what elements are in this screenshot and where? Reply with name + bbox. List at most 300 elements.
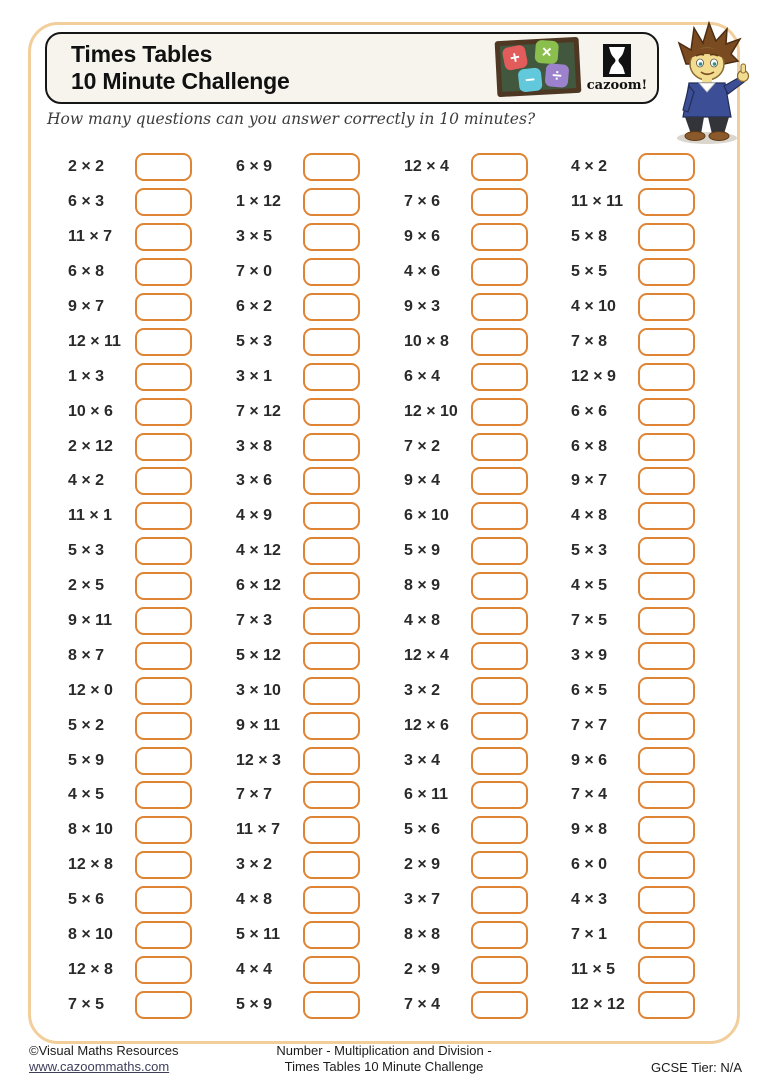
answer-box[interactable] [471,258,528,286]
answer-box[interactable] [303,467,360,495]
problem-label: 9 × 7 [571,472,608,490]
problem-row [571,324,695,359]
answer-box[interactable] [135,293,192,321]
problem-row [404,987,528,1022]
problem-label: 4 × 8 [404,612,441,630]
problem-row [236,429,360,464]
problem-row [68,290,192,325]
problem-row [236,987,360,1022]
problem-label: 11 × 1 [68,507,113,525]
problem-label: 11 × 11 [571,193,624,211]
problem-label: 12 × 0 [68,681,113,699]
answer-box[interactable] [135,467,192,495]
answer-box[interactable] [303,642,360,670]
answer-box[interactable] [303,956,360,984]
problem-row [236,499,360,534]
problem-label: 6 × 0 [571,856,608,874]
problem-row [571,848,695,883]
problem-label: 6 × 10 [404,507,449,525]
problems-column-1 [68,150,192,1022]
problem-row [571,604,695,639]
answer-box[interactable] [303,991,360,1019]
answer-box[interactable] [135,886,192,914]
problem-row [571,534,695,569]
divide-tile-icon: ÷ [545,63,570,88]
problems-column-2 [236,150,360,1022]
problem-row [236,778,360,813]
problem-row [571,952,695,987]
cazoom-logo [583,44,651,93]
problem-row [236,185,360,220]
problem-label: 7 × 7 [236,786,273,804]
answer-box[interactable] [471,956,528,984]
problem-row [571,359,695,394]
problem-row [236,673,360,708]
cartoon-boy-illustration [652,20,762,145]
problem-row [404,220,528,255]
problem-row [68,185,192,220]
problem-row [404,394,528,429]
problem-label: 4 × 4 [236,960,273,978]
problem-row [571,708,695,743]
problem-row [68,359,192,394]
problem-row [68,918,192,953]
answer-box[interactable] [638,607,695,635]
problem-label: 5 × 2 [68,716,105,734]
answer-box[interactable] [471,921,528,949]
problem-row [236,394,360,429]
page-title [71,41,290,95]
problem-label: 2 × 12 [68,437,113,455]
problem-row [571,185,695,220]
problem-label: 7 × 3 [236,612,273,630]
answer-box[interactable] [135,258,192,286]
answer-box[interactable] [638,293,695,321]
problem-row [571,150,695,185]
footer-category-line2: Times Tables 10 Minute Challenge [284,1059,484,1074]
answer-box[interactable] [303,258,360,286]
answer-box[interactable] [638,781,695,809]
problem-row [404,743,528,778]
problem-label: 9 × 11 [236,716,281,734]
answer-box[interactable] [471,991,528,1019]
problem-row [571,464,695,499]
problem-row [68,220,192,255]
answer-box[interactable] [135,363,192,391]
answer-box[interactable] [638,153,695,181]
problem-row [571,918,695,953]
problem-label: 6 × 12 [236,577,281,595]
problem-label: 12 × 3 [236,751,281,769]
answer-box[interactable] [471,886,528,914]
answer-box[interactable] [303,293,360,321]
problem-row [236,534,360,569]
problem-row [236,324,360,359]
problem-label: 6 × 5 [571,681,608,699]
problem-label: 3 × 5 [236,228,273,246]
problem-row [236,743,360,778]
problem-row [236,813,360,848]
problem-label: 3 × 10 [236,681,281,699]
copyright-text: ©Visual Maths Resources [29,1043,179,1058]
problem-label: 8 × 8 [404,926,441,944]
problem-label: 3 × 6 [236,472,273,490]
cazoom-logo-text: cazoom! [586,78,648,93]
answer-box[interactable] [135,433,192,461]
problem-row [404,848,528,883]
problem-label: 4 × 5 [68,786,105,804]
problem-label: 8 × 9 [404,577,441,595]
answer-box[interactable] [471,223,528,251]
answer-box[interactable] [638,363,695,391]
answer-box[interactable] [135,607,192,635]
answer-box[interactable] [135,328,192,356]
problem-label: 7 × 12 [236,402,281,420]
problem-label: 4 × 10 [571,298,616,315]
problem-row [68,464,192,499]
problem-label: 7 × 1 [571,926,608,944]
answer-box[interactable] [638,677,695,705]
problem-row [68,708,192,743]
problem-row [404,150,528,185]
plus-tile-icon: + [501,44,528,71]
answer-box[interactable] [135,816,192,844]
answer-box[interactable] [638,886,695,914]
answer-box[interactable] [135,153,192,181]
answer-box[interactable] [638,467,695,495]
problem-row [404,673,528,708]
answer-box[interactable] [638,328,695,356]
problem-label: 12 × 8 [68,960,113,978]
problem-label: 12 × 8 [68,856,113,874]
answer-box[interactable] [135,991,192,1019]
answer-box[interactable] [471,816,528,844]
problem-label: 12 × 12 [571,995,625,1013]
answer-box[interactable] [471,293,528,321]
problem-row [236,220,360,255]
problem-row [236,952,360,987]
problem-row [404,918,528,953]
answer-box[interactable] [471,712,528,740]
problem-label: 1 × 12 [236,193,281,211]
problem-label: 12 × 10 [404,402,458,420]
problem-row [236,464,360,499]
answer-box[interactable] [303,781,360,809]
problem-label: 11 × 7 [236,821,281,839]
title-line-2: 10 Minute Challenge [71,68,290,94]
problem-label: 3 × 7 [404,891,441,909]
answer-box[interactable] [638,398,695,426]
problem-label: 6 × 3 [68,193,105,211]
problem-row [68,638,192,673]
problems-column-4 [571,150,695,1022]
problem-row [404,429,528,464]
answer-box[interactable] [471,572,528,600]
problem-row [236,883,360,918]
answer-box[interactable] [471,502,528,530]
answer-box[interactable] [135,781,192,809]
answer-box[interactable] [303,188,360,216]
problem-label: 9 × 6 [571,751,608,769]
problem-row [571,778,695,813]
problem-label: 9 × 6 [404,228,441,246]
problem-row [68,848,192,883]
problem-label: 3 × 2 [236,856,273,874]
problem-label: 4 × 3 [571,891,608,909]
problem-label: 5 × 9 [236,995,273,1013]
problem-label: 4 × 9 [236,507,273,525]
problem-label: 4 × 2 [571,158,608,176]
problem-row [236,848,360,883]
answer-box[interactable] [638,712,695,740]
answer-box[interactable] [638,258,695,286]
subtitle: How many questions can you answer correctly in 10 minutes? [47,110,536,128]
answer-box[interactable] [638,433,695,461]
answer-box[interactable] [303,433,360,461]
problem-label: 8 × 10 [68,926,113,944]
problem-label: 7 × 4 [571,786,608,804]
problem-row [571,987,695,1022]
problem-label: 10 × 6 [68,402,113,420]
answer-box[interactable] [638,572,695,600]
problem-row [68,743,192,778]
answer-box[interactable] [471,363,528,391]
answer-box[interactable] [135,921,192,949]
problem-label: 3 × 1 [236,367,273,385]
problem-row [404,604,528,639]
footer-category-line1: Number - Multiplication and Division - [276,1043,492,1058]
answer-box[interactable] [303,398,360,426]
problem-label: 9 × 7 [68,298,105,315]
problem-row [404,499,528,534]
problem-label: 9 × 8 [571,821,608,839]
header [45,32,659,104]
problem-row [236,918,360,953]
problem-label: 8 × 7 [68,646,105,664]
answer-box[interactable] [135,537,192,565]
problem-label: 5 × 9 [68,751,105,769]
answer-box[interactable] [471,677,528,705]
answer-box[interactable] [638,921,695,949]
answer-box[interactable] [303,712,360,740]
problem-label: 7 × 5 [68,995,105,1013]
problem-row [68,604,192,639]
problem-row [236,290,360,325]
problem-label: 6 × 8 [68,263,105,281]
problem-row [404,708,528,743]
answer-box[interactable] [135,712,192,740]
problem-row [404,952,528,987]
answer-box[interactable] [303,153,360,181]
problem-row [236,708,360,743]
answer-box[interactable] [135,572,192,600]
answer-box[interactable] [303,537,360,565]
answer-box[interactable] [471,398,528,426]
problem-label: 5 × 12 [236,646,281,664]
answer-box[interactable] [638,223,695,251]
problem-row [404,569,528,604]
problem-row [68,813,192,848]
problem-label: 5 × 8 [571,228,608,246]
problem-label: 9 × 11 [68,612,113,630]
answer-box[interactable] [135,502,192,530]
problem-row [571,394,695,429]
answer-box[interactable] [471,188,528,216]
problem-row [571,255,695,290]
problem-label: 11 × 5 [571,960,616,978]
problem-row [404,534,528,569]
answer-box[interactable] [471,851,528,879]
problem-label: 4 × 5 [571,577,608,595]
problem-row [68,324,192,359]
problem-label: 11 × 7 [68,228,113,246]
problem-row [571,638,695,673]
problem-row [236,150,360,185]
problem-row [571,499,695,534]
answer-box[interactable] [638,851,695,879]
answer-box[interactable] [135,956,192,984]
problem-row [571,569,695,604]
problem-label: 4 × 2 [68,472,105,490]
answer-box[interactable] [303,223,360,251]
answer-box[interactable] [135,188,192,216]
answer-box[interactable] [135,747,192,775]
problem-row [571,673,695,708]
answer-box[interactable] [303,502,360,530]
answer-box[interactable] [135,223,192,251]
problem-label: 3 × 8 [236,437,273,455]
answer-box[interactable] [471,642,528,670]
problem-label: 12 × 11 [68,332,121,350]
problem-row [236,638,360,673]
problem-label: 5 × 3 [236,332,273,350]
problem-label: 6 × 9 [236,158,273,176]
problem-row [571,883,695,918]
answer-box[interactable] [638,991,695,1019]
problems-column-3 [404,150,528,1022]
problem-row [571,743,695,778]
problem-row [404,638,528,673]
answer-box[interactable] [135,398,192,426]
answer-box[interactable] [135,642,192,670]
problem-label: 2 × 9 [404,856,441,874]
problem-label: 5 × 6 [404,821,441,839]
answer-box[interactable] [303,921,360,949]
answer-box[interactable] [303,328,360,356]
problem-row [404,290,528,325]
problem-row [236,569,360,604]
answer-box[interactable] [638,956,695,984]
problem-label: 5 × 5 [571,263,608,281]
problem-row [68,429,192,464]
problem-row [404,255,528,290]
problem-row [571,813,695,848]
problem-label: 9 × 4 [404,472,441,490]
problem-label: 10 × 8 [404,332,449,350]
problem-label: 7 × 8 [571,332,608,350]
answer-box[interactable] [471,747,528,775]
answer-box[interactable] [638,747,695,775]
problem-row [68,534,192,569]
answer-box[interactable] [471,328,528,356]
answer-box[interactable] [303,851,360,879]
answer-box[interactable] [471,537,528,565]
answer-box[interactable] [303,747,360,775]
problem-row [68,952,192,987]
problem-row [571,290,695,325]
problem-label: 4 × 8 [571,507,608,525]
problem-row [236,604,360,639]
footer-left [29,1043,179,1075]
answer-box[interactable] [638,642,695,670]
answer-box[interactable] [303,816,360,844]
answer-box[interactable] [303,572,360,600]
problem-label: 6 × 11 [404,786,449,804]
answer-box[interactable] [303,677,360,705]
gcse-tier-label: GCSE Tier: N/A [650,1060,742,1075]
answer-box[interactable] [471,467,528,495]
answer-box[interactable] [638,537,695,565]
cazoom-hourglass-icon [603,44,631,77]
problem-label: 12 × 4 [404,646,449,664]
problem-row [571,429,695,464]
answer-box[interactable] [638,188,695,216]
chalkboard-icon [495,37,582,97]
problem-row [68,569,192,604]
answer-box[interactable] [135,677,192,705]
answer-box[interactable] [303,607,360,635]
problem-label: 6 × 4 [404,367,441,385]
answer-box[interactable] [471,433,528,461]
problem-label: 3 × 2 [404,681,441,699]
problem-label: 7 × 0 [236,263,273,281]
problem-row [404,883,528,918]
problem-label: 7 × 6 [404,193,441,211]
problem-label: 5 × 6 [68,891,105,909]
website-link[interactable]: www.cazoommaths.com [29,1059,170,1074]
problem-label: 8 × 10 [68,821,113,839]
problem-label: 12 × 9 [571,367,616,385]
problem-row [68,987,192,1022]
problem-label: 5 × 11 [236,926,281,944]
problem-row [236,255,360,290]
problem-label: 12 × 6 [404,716,449,734]
problem-label: 4 × 12 [236,542,281,560]
answer-box[interactable] [303,886,360,914]
problem-label: 9 × 3 [404,298,441,315]
answer-box[interactable] [135,851,192,879]
answer-box[interactable] [471,607,528,635]
answer-box[interactable] [638,816,695,844]
problem-row [236,359,360,394]
problem-label: 12 × 4 [404,158,449,176]
problem-label: 2 × 2 [68,158,105,176]
answer-box[interactable] [638,502,695,530]
problem-label: 5 × 3 [68,542,105,560]
minus-tile-icon: − [518,67,543,92]
problem-row [68,394,192,429]
problem-row [404,185,528,220]
title-line-1: Times Tables [71,41,213,67]
answer-box[interactable] [303,363,360,391]
problem-label: 2 × 9 [404,960,441,978]
problem-label: 7 × 7 [571,716,608,734]
answer-box[interactable] [471,781,528,809]
problem-label: 1 × 3 [68,367,105,385]
answer-box[interactable] [471,153,528,181]
problem-label: 7 × 5 [571,612,608,630]
problem-row [68,883,192,918]
